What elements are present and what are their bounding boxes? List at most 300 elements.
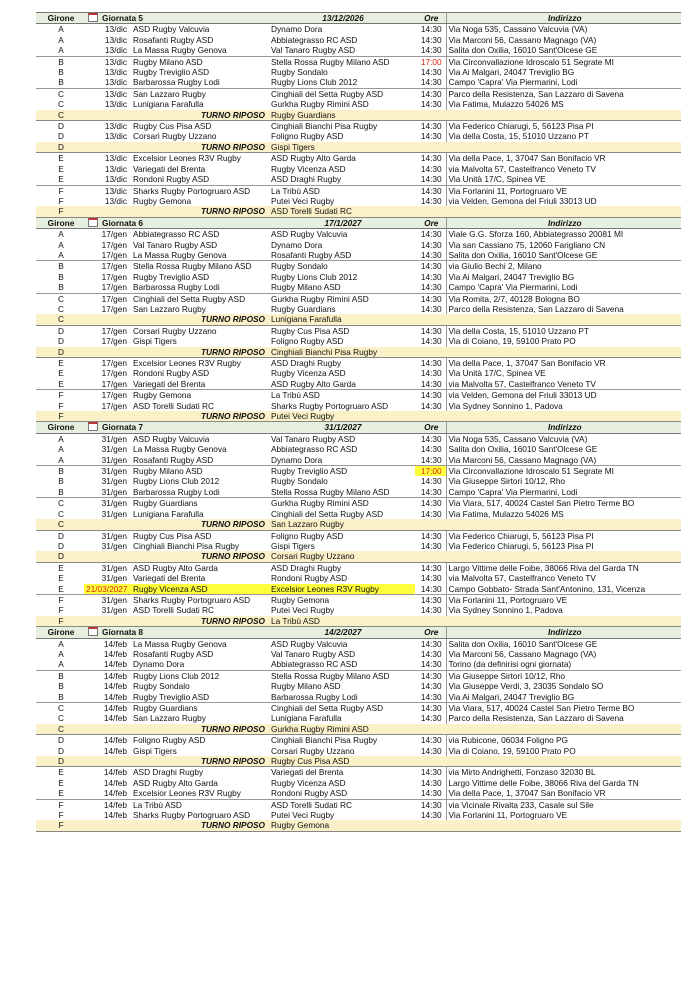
rest-team: San Lazzaro Rugby [269, 519, 681, 530]
match-girone: C [58, 303, 64, 314]
match-date: 13/dic [104, 163, 127, 174]
home-team: La Massa Rugby Genova [133, 249, 227, 260]
match-time: 14:30 [415, 35, 446, 45]
match-row [36, 272, 681, 282]
match-girone: B [58, 691, 64, 702]
match-row [36, 788, 681, 799]
match-date: 14/feb [103, 681, 127, 692]
rest-girone: F [36, 616, 84, 627]
rest-row [36, 314, 681, 325]
indirizzo-header: Indirizzo [446, 422, 681, 433]
away-team: Dynamo Dora [271, 454, 323, 465]
match-date: 13/dic [104, 77, 127, 88]
rest-girone: F [36, 206, 84, 217]
away-team: Variegati del Brenta [269, 767, 415, 778]
rest-girone: C [36, 110, 84, 121]
match-time: 14:30 [415, 293, 446, 304]
away-team: Foligno Rugby ASD [269, 530, 415, 541]
match-date: 17/gen [101, 282, 127, 293]
match-row [36, 746, 681, 756]
match-row [36, 509, 681, 519]
rest-row [36, 820, 681, 831]
rest-team: Lunigiana Farafulla [269, 314, 681, 325]
girone-header: Girone [36, 422, 84, 433]
match-row [36, 562, 681, 573]
home-team: Excelsior Leones R3V Rugby [131, 153, 269, 164]
match-time: 14:30 [415, 778, 446, 788]
rest-label: TURNO RIPOSO [84, 347, 269, 358]
match-girone: B [58, 282, 64, 293]
home-team: Cinghiali del Setta Rugby ASD [131, 293, 269, 304]
away-team: Corsari Rugby Uzzano [271, 745, 355, 756]
rest-row [36, 551, 681, 562]
rest-girone: D [36, 142, 84, 153]
match-date: 13/dic [104, 34, 127, 45]
match-address: Via Federico Chiarugi, 5, 56123 Pisa PI [448, 540, 594, 551]
match-row [36, 250, 681, 261]
match-time: 14:30 [415, 45, 446, 56]
match-time: 14:30 [415, 530, 446, 541]
match-girone: E [36, 153, 84, 164]
away-team: ASD Rugby Alto Garda [269, 153, 415, 164]
match-time: 14:30 [415, 325, 446, 336]
match-address: via Rubicone, 06034 Foligno PG [446, 735, 681, 746]
match-girone: E [58, 378, 64, 389]
match-row [36, 401, 681, 411]
away-team: Putei Veci Rugby [271, 195, 335, 206]
match-girone: C [58, 713, 64, 724]
rest-row [36, 206, 681, 217]
match-row [36, 293, 681, 304]
home-team: Variegati del Brenta [133, 163, 206, 174]
match-address: Via Giuseppe Sirtori 10/12, Rho [448, 476, 566, 487]
match-row [36, 594, 681, 605]
away-team: Stella Rossa Rugby Milano ASD [269, 56, 415, 67]
match-girone: B [58, 77, 64, 88]
match-girone: C [36, 88, 84, 99]
away-team: Gurkha Rugby Rimini ASD [269, 498, 415, 509]
match-girone: B [58, 476, 64, 487]
rest-label: TURNO RIPOSO [84, 110, 269, 121]
home-team: Rugby Milano ASD [131, 56, 269, 67]
match-girone: D [58, 336, 64, 347]
rest-label: TURNO RIPOSO [84, 314, 269, 325]
rest-team: Rugby Cus Pisa ASD [269, 756, 681, 767]
home-team: Foligno Rugby ASD [131, 735, 269, 746]
match-row [36, 767, 681, 778]
match-row [36, 379, 681, 390]
match-address: Via Viara, 517, 40024 Castel San Pietro Terme BO [446, 703, 681, 714]
rest-row [36, 142, 681, 153]
rest-girone: C [36, 519, 84, 530]
away-team: ASD Torelli Sudati RC [269, 799, 415, 810]
match-row [36, 304, 681, 314]
rest-girone: D [36, 551, 84, 562]
away-team: Excelsior Leones R3V Rugby [269, 584, 415, 595]
match-date: 13/dic [104, 67, 127, 78]
match-date: 31/gen [84, 594, 131, 605]
match-address: via Malvolta 57, Castelfranco Veneto TV [448, 378, 596, 389]
match-address: Via Marconi 56, Cassano Magnago (VA) [448, 454, 597, 465]
home-team: Rugby Guardians [131, 703, 269, 714]
match-girone: A [58, 648, 64, 659]
match-address: via Malvolta 57, Castelfranco Veneto TV [448, 573, 596, 584]
indirizzo-header: Indirizzo [446, 13, 681, 24]
home-team: ASD Draghi Rugby [131, 767, 269, 778]
match-row [36, 778, 681, 788]
match-row [36, 121, 681, 132]
round-title [84, 422, 269, 433]
match-date: 14/feb [84, 638, 131, 649]
match-girone: E [58, 368, 64, 379]
match-row [36, 735, 681, 746]
match-date: 13/dic [84, 24, 131, 35]
match-address: Via Viara, 517, 40024 Castel San Pietro Terme BO [446, 498, 681, 509]
match-girone: A [58, 249, 64, 260]
match-address: Via della Pace, 1, 37047 San Bonifacio VR [448, 788, 606, 799]
round-name: Giornata 8 [102, 627, 144, 638]
away-team: Cinghiali del Setta Rugby ASD [269, 88, 415, 99]
rest-row [36, 616, 681, 627]
match-row [36, 368, 681, 378]
rest-row [36, 347, 681, 358]
match-girone: A [36, 638, 84, 649]
home-team: Rondoni Rugby ASD [133, 368, 210, 379]
match-row [36, 670, 681, 681]
ore-header: Ore [415, 217, 446, 228]
match-row [36, 455, 681, 466]
match-girone: A [58, 454, 64, 465]
home-team: Rugby Vicenza ASD [131, 584, 269, 595]
match-girone: C [36, 498, 84, 509]
match-row [36, 681, 681, 691]
home-team: Abbiategrasso RC ASD [131, 229, 269, 240]
match-time: 14:30 [415, 368, 446, 378]
match-row [36, 703, 681, 714]
home-team: Rondoni Rugby ASD [133, 174, 210, 185]
match-girone: F [36, 185, 84, 196]
match-address: Via della Pace, 1, 37047 San Bonifacio VR [446, 153, 681, 164]
rest-team: Gispi Tigers [269, 142, 681, 153]
match-row [36, 88, 681, 99]
match-row [36, 325, 681, 336]
round-title [84, 13, 269, 24]
home-team: Lunigiana Farafulla [133, 99, 204, 110]
match-girone: D [36, 735, 84, 746]
match-address: Via Romita, 2/7, 40128 Bologna BO [446, 293, 681, 304]
match-address: Via Unità 17/C, Spinea VE [448, 174, 546, 185]
away-team: Val Tanaro Rugby ASD [271, 648, 356, 659]
match-address: via Velden, Gemona del Friuli 33013 UD [448, 195, 597, 206]
match-date: 17/gen [101, 368, 127, 379]
home-team: Rugby Gemona [131, 390, 269, 401]
match-time: 14:30 [415, 401, 446, 411]
match-address: Via di Coiano, 19, 59100 Prato PO [448, 336, 576, 347]
match-address: Salita don Oxilia, 16010 Sant'Olcese GE [448, 444, 598, 455]
rest-label: TURNO RIPOSO [84, 820, 269, 831]
calendar-icon [88, 627, 98, 636]
match-date: 13/dic [104, 45, 127, 56]
match-date: 21/03/2027 [84, 584, 131, 595]
match-row [36, 498, 681, 509]
home-team: ASD Rugby Valcuvia [131, 433, 269, 444]
rest-girone: C [36, 724, 84, 735]
match-row [36, 35, 681, 45]
match-address: via Giulio Bechi 2, Milano [446, 261, 681, 272]
match-girone: F [58, 400, 64, 411]
match-date: 14/feb [84, 799, 131, 810]
match-girone: B [58, 681, 64, 692]
match-date: 17/gen [84, 325, 131, 336]
match-date: 17/gen [84, 261, 131, 272]
away-team: Abbiategrasso RC ASD [271, 659, 358, 670]
match-girone: A [36, 433, 84, 444]
match-date: 13/dic [104, 99, 127, 110]
home-team: Dynamo Dora [133, 659, 185, 670]
match-row [36, 433, 681, 444]
away-team: Putei Veci Rugby [271, 810, 335, 821]
match-date: 13/dic [84, 153, 131, 164]
match-girone: C [58, 508, 64, 519]
match-row [36, 692, 681, 703]
home-team: San Lazzaro Rugby [133, 713, 206, 724]
round-header [36, 422, 681, 433]
match-time: 14:30 [415, 541, 446, 551]
home-team: Excelsior Leones R3V Rugby [131, 358, 269, 369]
match-time: 14:30 [415, 735, 446, 746]
rest-girone: C [36, 314, 84, 325]
match-girone: C [58, 99, 64, 110]
match-row [36, 24, 681, 35]
home-team: San Lazzaro Rugby [131, 88, 269, 99]
home-team: Rugby Treviglio ASD [133, 271, 210, 282]
round-header [36, 627, 681, 638]
match-girone: F [36, 594, 84, 605]
away-team: Rugby Sondalo [271, 476, 328, 487]
away-team: Foligno Rugby ASD [271, 131, 344, 142]
girone-header: Girone [36, 13, 84, 24]
match-time: 14:30 [415, 509, 446, 519]
match-girone: D [36, 325, 84, 336]
rest-row [36, 110, 681, 121]
home-team: Barbarossa Rugby Lodi [133, 282, 220, 293]
match-girone: F [58, 195, 64, 206]
match-row [36, 659, 681, 670]
rest-team: Putei Veci Rugby [269, 411, 681, 422]
match-address: Torino (da definirisi ogni giornata) [448, 659, 572, 670]
match-girone: F [36, 390, 84, 401]
match-address: Via Giuseppe Sirtori 10/12, Rho [446, 670, 681, 681]
away-team: Rugby Vicenza ASD [271, 368, 346, 379]
away-team: Rugby Lions Club 2012 [271, 271, 358, 282]
match-time: 14:30 [415, 788, 446, 799]
home-team: Sharks Rugby Portogruaro ASD [131, 594, 269, 605]
match-row [36, 45, 681, 56]
match-girone: B [58, 486, 64, 497]
match-address: Via Marconi 56, Cassano Magnago (VA) [448, 34, 597, 45]
match-girone: A [58, 239, 64, 250]
match-time: 14:30 [415, 261, 446, 272]
away-team: ASD Rugby Valcuvia [269, 229, 415, 240]
match-row [36, 358, 681, 369]
match-address: Via Circonvallazione Idroscalo 51 Segrate MI [446, 466, 681, 477]
match-girone: E [58, 163, 64, 174]
match-time: 14:30 [415, 767, 446, 778]
match-girone: E [36, 562, 84, 573]
match-girone: A [58, 34, 64, 45]
rest-row [36, 519, 681, 530]
round-date: 13/12/2026 [269, 13, 415, 24]
match-girone: A [58, 45, 64, 56]
home-team: Val Tanaro Rugby ASD [133, 239, 218, 250]
rest-girone: D [36, 347, 84, 358]
match-address: Via di Coiano, 19, 59100 Prato PO [448, 745, 576, 756]
match-time: 14:30 [415, 594, 446, 605]
away-team: Abbiategrasso RC ASD [271, 444, 358, 455]
match-girone: B [36, 261, 84, 272]
calendar-icon [88, 13, 98, 22]
match-time: 14:30 [415, 562, 446, 573]
away-team: Rugby Sondalo [271, 67, 328, 78]
match-row [36, 444, 681, 454]
match-time: 14:30 [415, 746, 446, 756]
away-team: Rugby Guardians [271, 303, 336, 314]
match-address: Viale G.G. Sforza 160, Abbiategrasso 20081 MI [446, 229, 681, 240]
fixtures-sheet [36, 12, 681, 832]
match-girone: E [58, 174, 64, 185]
away-team: Cinghiali Bianchi Pisa Rugby [269, 121, 415, 132]
match-girone: E [58, 573, 64, 584]
match-time: 14:30 [415, 196, 446, 206]
match-row [36, 164, 681, 174]
match-time: 17:00 [415, 466, 446, 477]
calendar-icon [88, 422, 98, 431]
match-address: Via Circonvallazione Idroscalo 51 Segrate MI [446, 56, 681, 67]
home-team: ASD Rugby Valcuvia [131, 24, 269, 35]
away-team: Abbiategrasso RC ASD [271, 34, 358, 45]
match-row [36, 240, 681, 250]
match-time: 14:30 [415, 799, 446, 810]
match-row [36, 584, 681, 595]
match-girone: E [36, 767, 84, 778]
match-address: Parco della Resistenza, San Lazzaro di Savena [448, 303, 624, 314]
match-row [36, 56, 681, 67]
away-team: Sharks Rugby Portogruaro ASD [271, 400, 389, 411]
match-address: Salita don Oxilia, 16010 Sant'Olcese GE [448, 45, 598, 56]
round-title [84, 217, 269, 228]
match-date: 17/gen [84, 390, 131, 401]
match-address: Via Unità 17/C, Spinea VE [448, 368, 546, 379]
match-time: 14:30 [415, 638, 446, 649]
match-address: Via Federico Chiarugi, 5, 56123 Pisa PI [446, 121, 681, 132]
match-date: 17/gen [84, 293, 131, 304]
indirizzo-header: Indirizzo [446, 217, 681, 228]
match-row [36, 713, 681, 723]
match-time: 17:00 [415, 56, 446, 67]
away-team: Putei Veci Rugby [271, 605, 335, 616]
match-address: Via san Cassiano 75, 12060 Farigliano CN [448, 239, 606, 250]
away-team: Lunigiana Farafulla [271, 713, 342, 724]
home-team: Sharks Rugby Portogruaro ASD [133, 810, 251, 821]
match-row [36, 541, 681, 551]
rest-label: TURNO RIPOSO [84, 724, 269, 735]
match-date: 17/gen [101, 400, 127, 411]
match-girone: D [36, 530, 84, 541]
match-date: 14/feb [103, 745, 127, 756]
home-team: Barbarossa Rugby Lodi [133, 486, 220, 497]
match-date: 31/gen [84, 466, 131, 477]
match-time: 14:30 [415, 379, 446, 390]
match-row [36, 174, 681, 185]
indirizzo-header: Indirizzo [446, 627, 681, 638]
match-date: 17/gen [101, 303, 127, 314]
match-date: 31/gen [101, 573, 127, 584]
match-time: 14:30 [415, 77, 446, 88]
home-team: Variegati del Brenta [133, 573, 206, 584]
away-team: Dynamo Dora [271, 239, 323, 250]
match-row [36, 336, 681, 346]
match-row [36, 185, 681, 196]
match-girone: D [58, 745, 64, 756]
match-address: Parco della Resistenza, San Lazzaro di Savena [448, 713, 624, 724]
home-team: La Massa Rugby Genova [133, 444, 227, 455]
home-team: La Massa Rugby Genova [133, 45, 227, 56]
match-address: via Mirto Andrighetti, Fonzaso 32030 BL [446, 767, 681, 778]
home-team: Rosafanti Rugby ASD [133, 34, 214, 45]
match-time: 14:30 [415, 703, 446, 714]
away-team: Stella Rossa Rugby Milano ASD [269, 670, 415, 681]
match-date: 31/gen [84, 498, 131, 509]
match-date: 17/gen [101, 239, 127, 250]
rest-row [36, 411, 681, 422]
away-team: Rugby Milano ASD [271, 282, 341, 293]
match-date: 31/gen [101, 476, 127, 487]
away-team: Gispi Tigers [271, 540, 315, 551]
match-date: 14/feb [103, 788, 127, 799]
round-header [36, 217, 681, 228]
match-date: 31/gen [84, 433, 131, 444]
match-time: 14:30 [415, 444, 446, 454]
rest-label: TURNO RIPOSO [84, 616, 269, 627]
home-team: Gispi Tigers [133, 336, 177, 347]
home-team: Lunigiana Farafulla [133, 508, 204, 519]
home-team: La Massa Rugby Genova [131, 638, 269, 649]
away-team: Rugby Gemona [269, 594, 415, 605]
match-time: 14:30 [415, 573, 446, 583]
match-address: Via Ai Malgari, 24047 Treviglio BG [448, 67, 575, 78]
match-date: 13/dic [104, 174, 127, 185]
match-date: 17/gen [101, 271, 127, 282]
match-date: 17/gen [101, 336, 127, 347]
away-team: Cinghiali del Setta Rugby ASD [269, 703, 415, 714]
home-team: ASD Torelli Sudati RC [133, 400, 215, 411]
match-time: 14:30 [415, 67, 446, 77]
home-team: Rugby Cus Pisa ASD [131, 121, 269, 132]
away-team: Val Tanaro Rugby ASD [269, 433, 415, 444]
match-time: 14:30 [415, 131, 446, 141]
match-row [36, 605, 681, 615]
match-address: Via Ai Malgari, 24047 Treviglio BG [448, 691, 575, 702]
rest-girone: F [36, 411, 84, 422]
match-time: 14:30 [415, 185, 446, 196]
home-team: Rugby Guardians [131, 498, 269, 509]
away-team: Rugby Sondalo [269, 261, 415, 272]
match-time: 14:30 [415, 692, 446, 703]
match-time: 14:30 [415, 605, 446, 615]
home-team: Rugby Lions Club 2012 [131, 670, 269, 681]
rest-team: Cinghiali Bianchi Pisa Rugby [269, 347, 681, 358]
match-date: 13/dic [84, 185, 131, 196]
